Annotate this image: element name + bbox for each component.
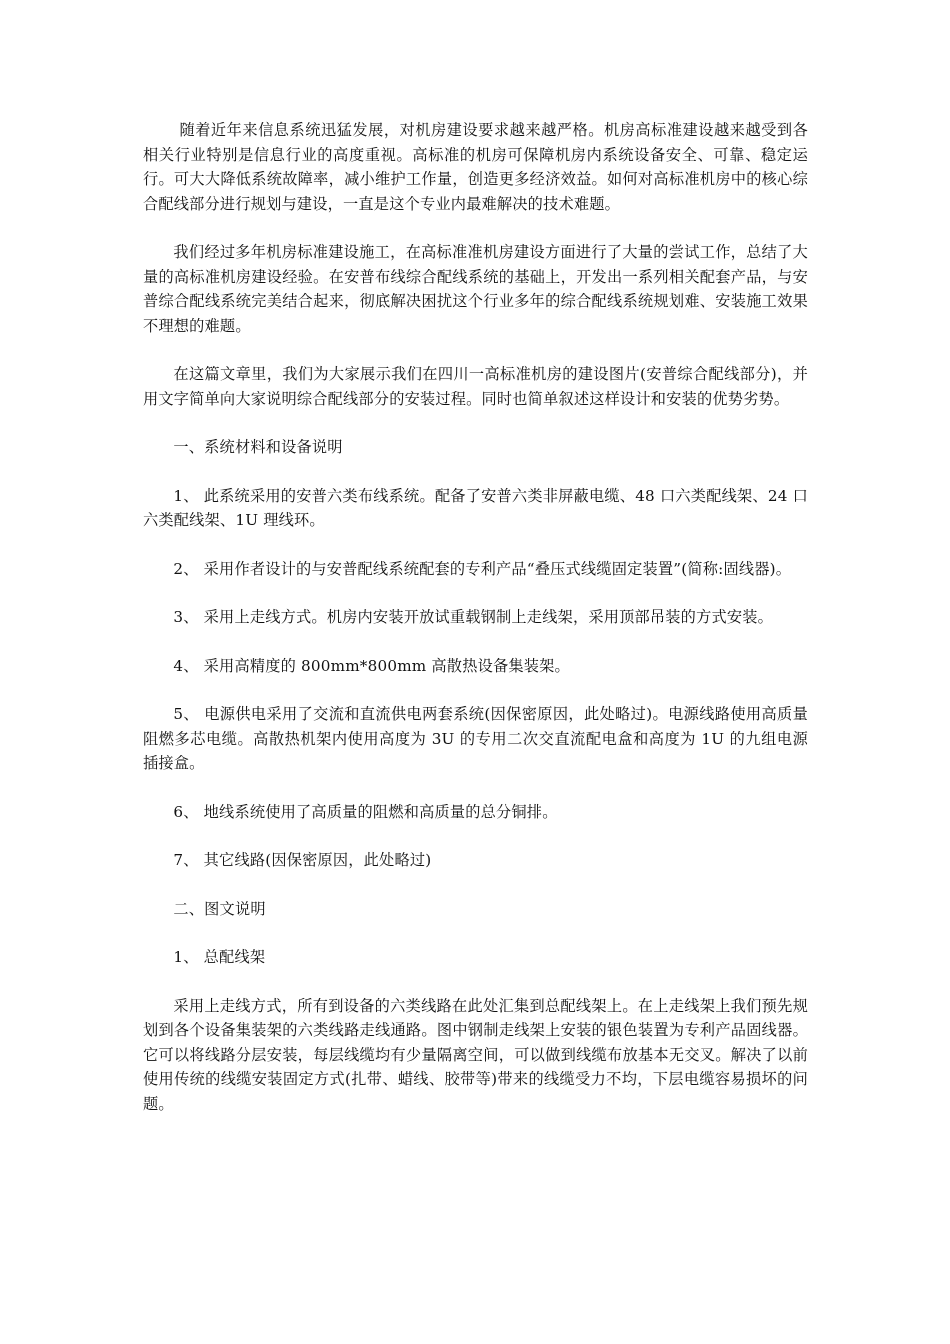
subsection-heading-main-frame: 1、 总配线架 <box>173 948 266 966</box>
section-heading-materials: 一、系统材料和设备说明 <box>173 438 343 456</box>
list-item-1: 1、 此系统采用的安普六类布线系统。配备了安普六类非屏蔽电缆、48 口六类配线架、24 口六类配线架、1U 理线环。 <box>143 486 808 529</box>
list-item-3: 3、 采用上走线方式。机房内安装开放试重载钢制上走线架，采用顶部吊装的方式安装。 <box>173 608 774 626</box>
list-item-4: 4、 采用高精度的 800mm*800mm 高散热设备集装架。 <box>173 656 570 675</box>
intro-paragraph: 随着近年来信息系统迅猛发展，对机房建设要求越来越严格。机房高标准建设越来越受到各相关行业特别是信息行业的高度重视。高标准的机房可保障机房内系统设备安全、可靠、稳定运行。可大大降低系统故障率，减小维护工作量，创造更多经济效益。如何对高标准机房中的核心综合配线部分进行规划与建设，一直是这个专业内最难解决的技术难题。 <box>143 121 808 213</box>
section-heading-illustrated: 二、图文说明 <box>173 899 266 918</box>
article-overview-paragraph: 在这篇文章里，我们为大家展示我们在四川一高标准机房的建设图片(安普综合配线部分)，并用文字简单向大家说明综合配线部分的安装过程。同时也简单叙述这样设计和安装的优势劣势。 <box>143 365 808 408</box>
list-item-5: 5、 电源供电采用了交流和直流供电两套系统(因保密原因，此处略过)。电源线路使用高质量阻燃多芯电缆。高散热机架内使用高度为 3U 的专用二次交直流配电盒和高度为 1U 的九组电源插接盒。 <box>143 705 808 772</box>
main-frame-paragraph: 采用上走线方式，所有到设备的六类线路在此处汇集到总配线架上。在上走线架上我们预先规划到各个设备集装架的六类线路走线通路。图中钢制走线架上安装的银色装置为专利产品固线器。它可以将线路分层安装，每层线缆均有少量隔离空间，可以做到线缆布放基本无交叉。解决了以前使用传统的线缆安装固定方式(扎带、蜡线、胶带等)带来的线缆受力不均，下层电缆容易损坏的问题。 <box>143 996 808 1113</box>
list-item-7: 7、 其它线路(因保密原因，此处略过) <box>173 851 432 869</box>
list-item-6: 6、 地线系统使用了高质量的阻燃和高质量的总分铜排。 <box>173 802 558 821</box>
experience-paragraph: 我们经过多年机房标准建设施工，在高标准准机房建设方面进行了大量的尝试工作，总结了大量的高标准机房建设经验。在安普布线综合配线系统的基础上，开发出一系列相关配套产品，与安普综合配线系统完美结合起来，彻底解决困扰这个行业多年的综合配线系统规划难、安装施工效果不理想的难题。 <box>143 243 808 335</box>
list-item-2: 2、 采用作者设计的与安普配线系统配套的专利产品“叠压式线缆固定装置”(简称:固线器)。 <box>173 559 792 578</box>
